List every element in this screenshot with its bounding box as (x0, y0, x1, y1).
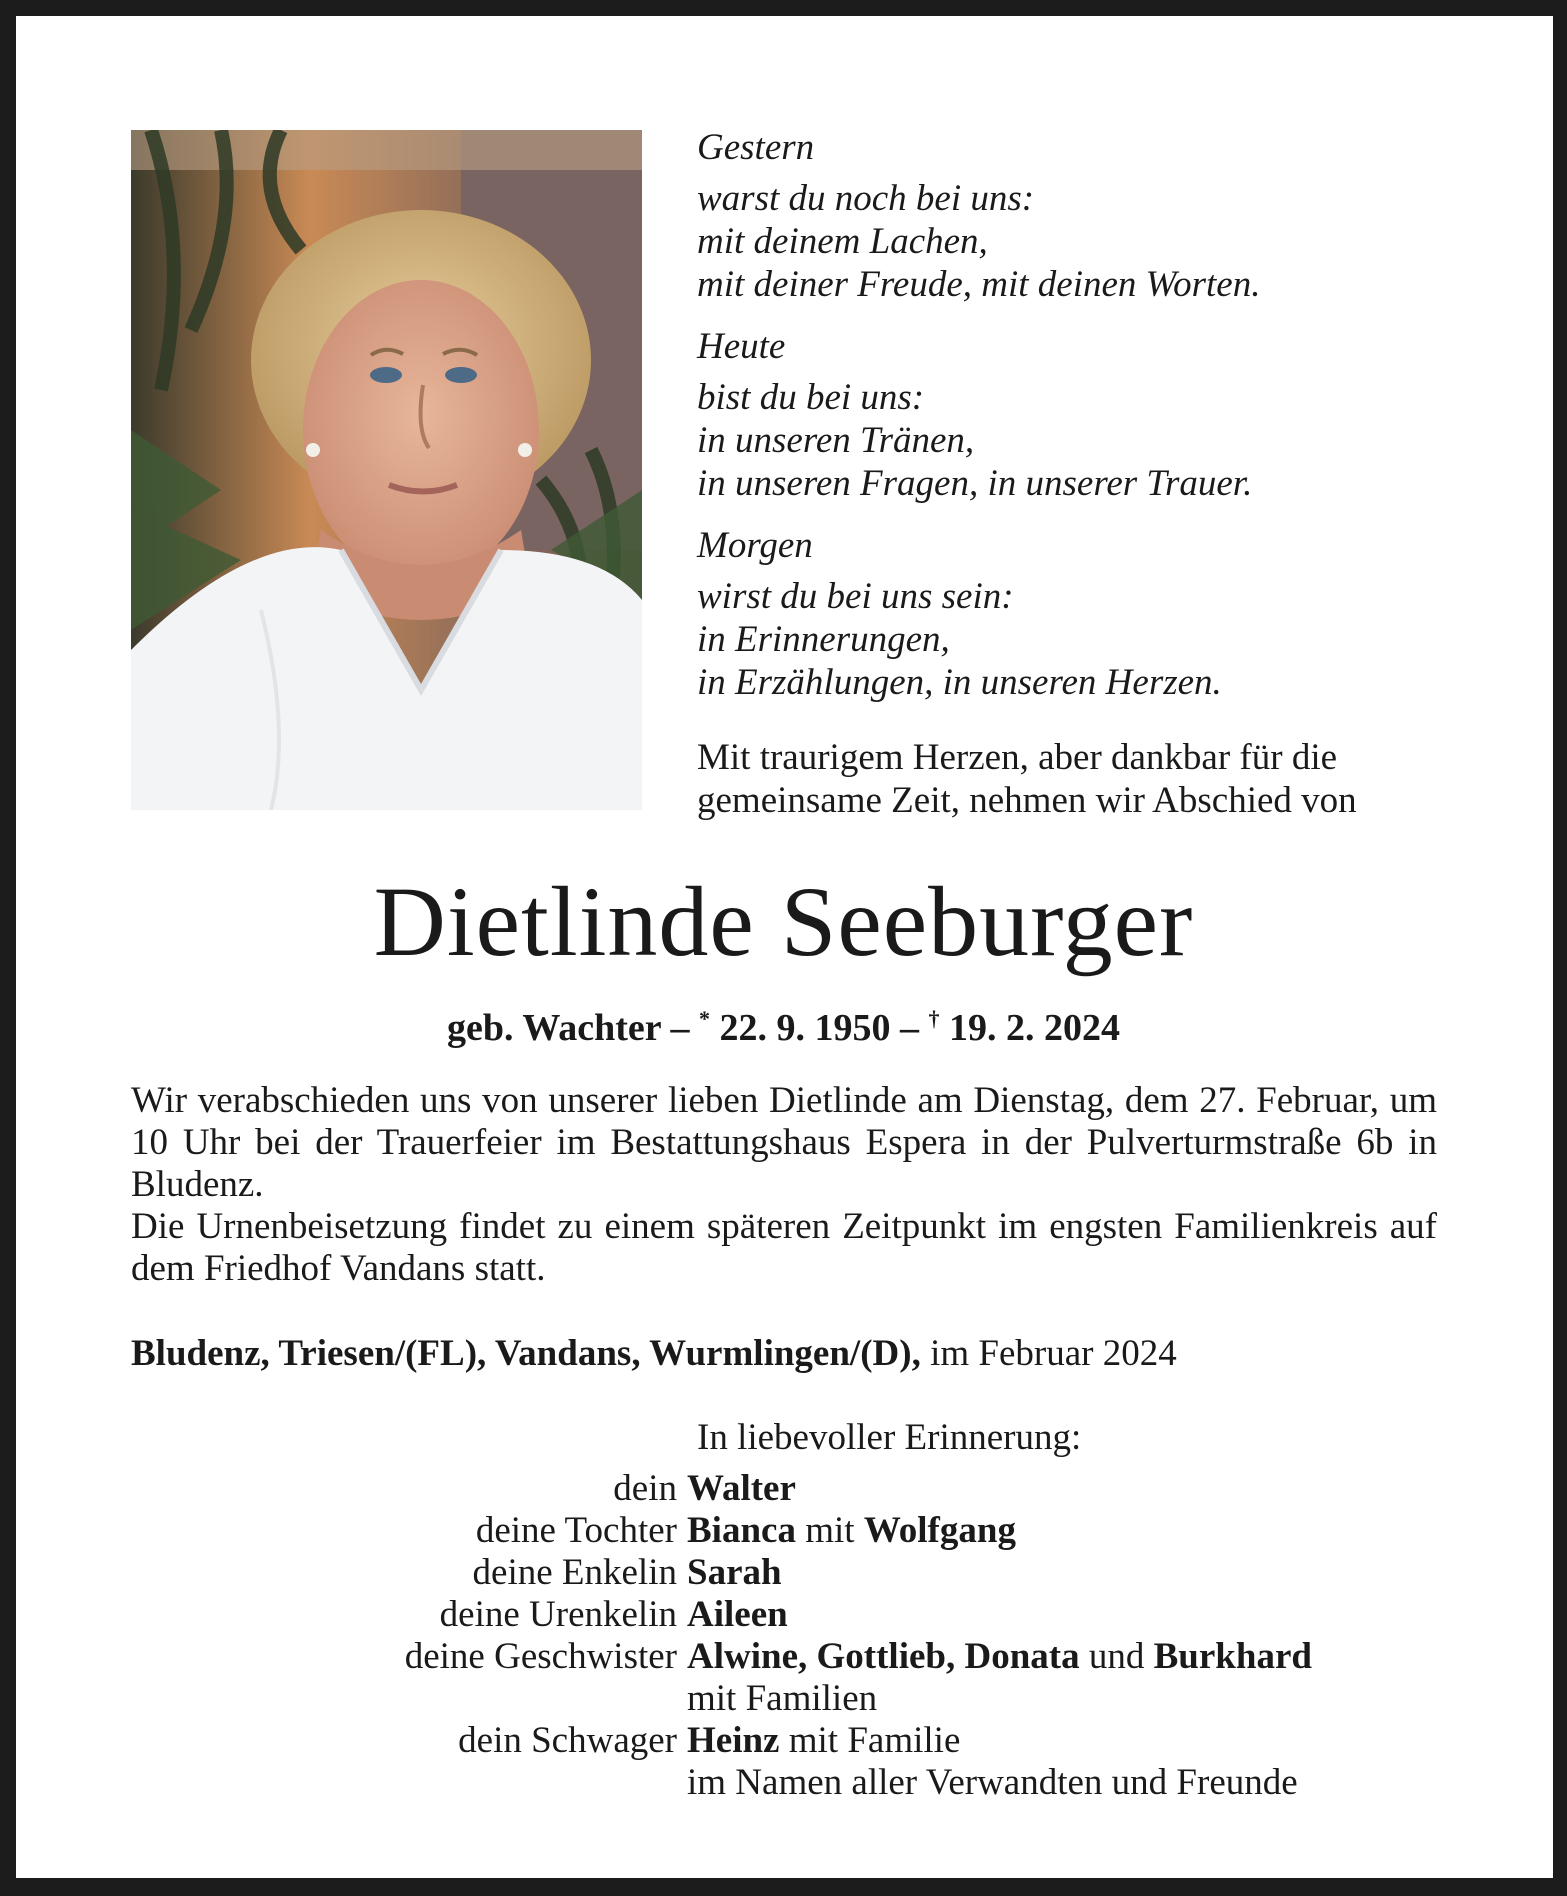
mourner-row (131, 1594, 1471, 1636)
mourner-relation: deine Urenkelin (439, 1594, 677, 1635)
mourner-name: Heinz (687, 1720, 780, 1761)
mourner-suffix: mit Familien (687, 1678, 878, 1719)
poem-line: mit deiner Freude, mit deinen Worten. (697, 264, 1261, 305)
born-symbol: * (698, 1006, 710, 1031)
mourner-name: Aileen (687, 1594, 788, 1635)
farewell-intro (697, 736, 1457, 822)
poem-line: wirst du bei uns sein: (697, 576, 1014, 617)
mourners-list (131, 1468, 1471, 1804)
mourner-row (131, 1636, 1471, 1678)
memory-heading: In liebevoller Erinnerung: (697, 1417, 1082, 1458)
died-symbol: † (928, 1006, 940, 1031)
poem-line: in unseren Fragen, in unserer Trauer. (697, 463, 1253, 504)
mourner-row (131, 1510, 1471, 1552)
mourner-relation: deine Tochter (475, 1510, 677, 1551)
poem-line: in Erinnerungen, (697, 619, 950, 660)
poem-line: in unseren Tränen, (697, 420, 975, 461)
poem-line: mit deinem Lachen, (697, 221, 988, 262)
burial-paragraph: Die Urnenbeisetzung findet zu einem späteren Zeitpunkt im engsten Familienkreis auf dem Friedhof Vandans statt. (131, 1206, 1437, 1289)
places-list: Bludenz, Triesen/(FL), Vandans, Wurmlingen/(D), (131, 1333, 921, 1374)
mourner-relation: dein (613, 1468, 677, 1509)
deceased-name: Dietlinde Seeburger (373, 866, 1194, 977)
intro-line: Mit traurigem Herzen, aber dankbar für die (697, 737, 1338, 778)
life-dates (0, 996, 1567, 1051)
dash: – (899, 1007, 919, 1049)
mourner-name: Burkhard (1153, 1636, 1312, 1677)
joiner: und (1088, 1636, 1145, 1677)
poem-stanza-heute (697, 325, 1252, 505)
mourner-row (131, 1468, 1471, 1510)
mourner-row (131, 1552, 1471, 1594)
ceremony-details (131, 1080, 1437, 1290)
mourner-relation: deine Geschwister (404, 1636, 677, 1677)
mourner-name: Wolfgang (863, 1510, 1016, 1551)
poem-line: warst du noch bei uns: (697, 178, 1035, 219)
mourner-name: Bianca (687, 1510, 796, 1551)
places-date-line (131, 1332, 1177, 1376)
closing-line: im Namen aller Verwandten und Freunde (687, 1762, 1298, 1803)
portrait-image (131, 130, 642, 810)
mourner-name: Sarah (687, 1552, 782, 1593)
mourner-name: Alwine, Gottlieb, Donata (687, 1636, 1080, 1677)
mourner-row (131, 1720, 1471, 1762)
poem-heading: Morgen (697, 525, 813, 566)
poem-heading: Heute (697, 326, 786, 367)
mourner-relation: deine Enkelin (472, 1552, 677, 1593)
mourner-name: Walter (687, 1468, 796, 1509)
death-date: 19. 2. 2024 (948, 1007, 1120, 1049)
joiner: mit (805, 1510, 855, 1551)
poem-stanza-morgen (697, 524, 1222, 704)
mourner-suffix: mit Familie (788, 1720, 961, 1761)
poem-stanza-gestern (697, 126, 1260, 306)
birth-name: geb. Wachter (447, 1007, 661, 1049)
ceremony-paragraph: Wir verabschieden uns von unserer lieben Dietlinde am Dienstag, dem 27. Februar, um 10 Uhr bei der Trauerfeier im Bestattungshaus Espera in der Pulverturmstraße 6b in Bludenz. (131, 1080, 1437, 1205)
mourner-row (131, 1678, 1471, 1720)
poem-line: bist du bei uns: (697, 377, 925, 418)
poem-line: in Erzählungen, in unseren Herzen. (697, 662, 1222, 703)
birth-date: 22. 9. 1950 (719, 1007, 891, 1049)
mourner-relation: dein Schwager (458, 1720, 677, 1761)
intro-line: gemeinsame Zeit, nehmen wir Abschied von (697, 780, 1357, 821)
dash: – (670, 1007, 690, 1049)
poem-heading: Gestern (697, 127, 815, 168)
notice-date: im Februar 2024 (930, 1333, 1177, 1374)
mourner-row (131, 1762, 1471, 1804)
portrait-photo (131, 130, 642, 810)
